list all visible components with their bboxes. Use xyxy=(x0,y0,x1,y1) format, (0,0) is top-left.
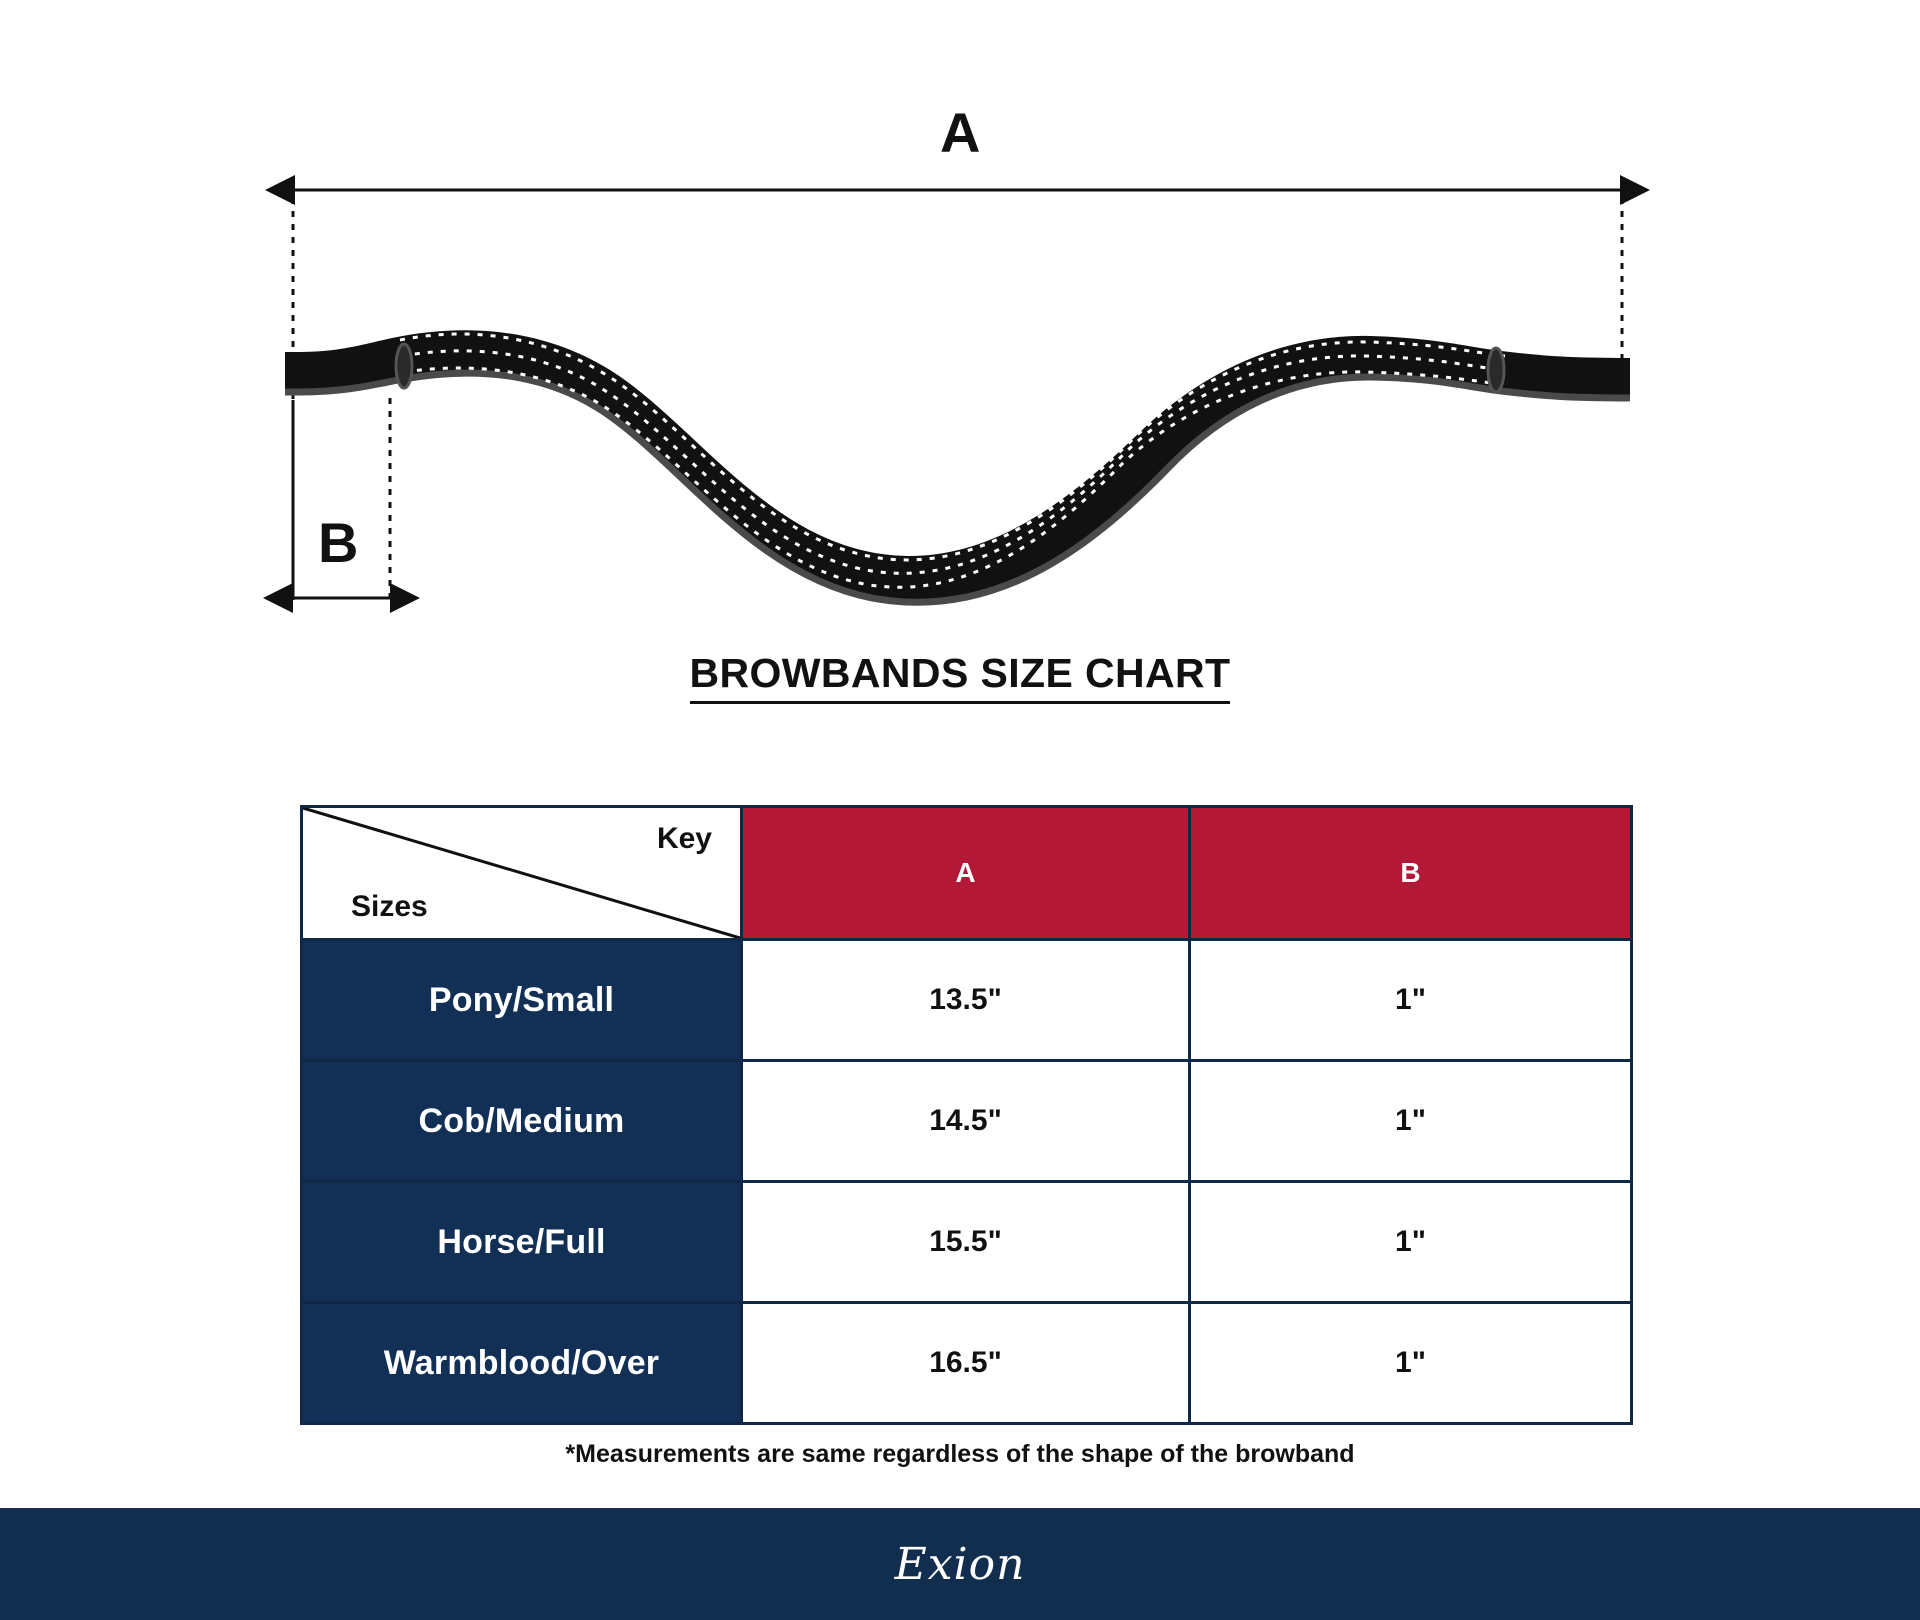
size-chart-table xyxy=(300,805,1633,1425)
value-a-cob-medium: 14.5" xyxy=(742,1061,1190,1182)
value-b-cob-medium: 1" xyxy=(1190,1061,1632,1182)
value-a-warmblood-over: 16.5" xyxy=(742,1303,1190,1424)
corner-key-label: Key xyxy=(656,822,712,855)
size-label-cob-medium: Cob/Medium xyxy=(302,1061,742,1182)
corner-sizes-label: Sizes xyxy=(351,890,428,923)
size-chart-table-wrap xyxy=(300,805,1630,1425)
footer-bar xyxy=(0,1508,1920,1620)
browband-diagram-svg xyxy=(0,0,1920,640)
value-a-horse-full: 15.5" xyxy=(742,1182,1190,1303)
page-title xyxy=(0,650,1920,697)
page-title-text: BROWBANDS SIZE CHART xyxy=(690,650,1231,704)
browband-shape xyxy=(285,330,1630,602)
dimension-a-label: A xyxy=(940,101,981,164)
table-row xyxy=(302,940,1632,1061)
value-b-horse-full: 1" xyxy=(1190,1182,1632,1303)
table-row xyxy=(302,1182,1632,1303)
value-b-pony-small: 1" xyxy=(1190,940,1632,1061)
size-label-warmblood-over: Warmblood/Over xyxy=(302,1303,742,1424)
column-header-a: A xyxy=(742,807,1190,940)
brand-logo: Exion xyxy=(894,1538,1026,1590)
table-row xyxy=(302,1061,1632,1182)
table-header-row xyxy=(302,807,1632,940)
size-label-horse-full: Horse/Full xyxy=(302,1182,742,1303)
size-label-pony-small: Pony/Small xyxy=(302,940,742,1061)
column-header-b: B xyxy=(1190,807,1632,940)
value-a-pony-small: 13.5" xyxy=(742,940,1190,1061)
measurement-footnote: *Measurements are same regardless of the shape of the browband xyxy=(565,1440,1355,1468)
table-corner-cell xyxy=(302,807,742,940)
dimension-b-label: B xyxy=(318,511,359,574)
browband-diagram xyxy=(0,0,1920,640)
table-row xyxy=(302,1303,1632,1424)
value-b-warmblood-over: 1" xyxy=(1190,1303,1632,1424)
